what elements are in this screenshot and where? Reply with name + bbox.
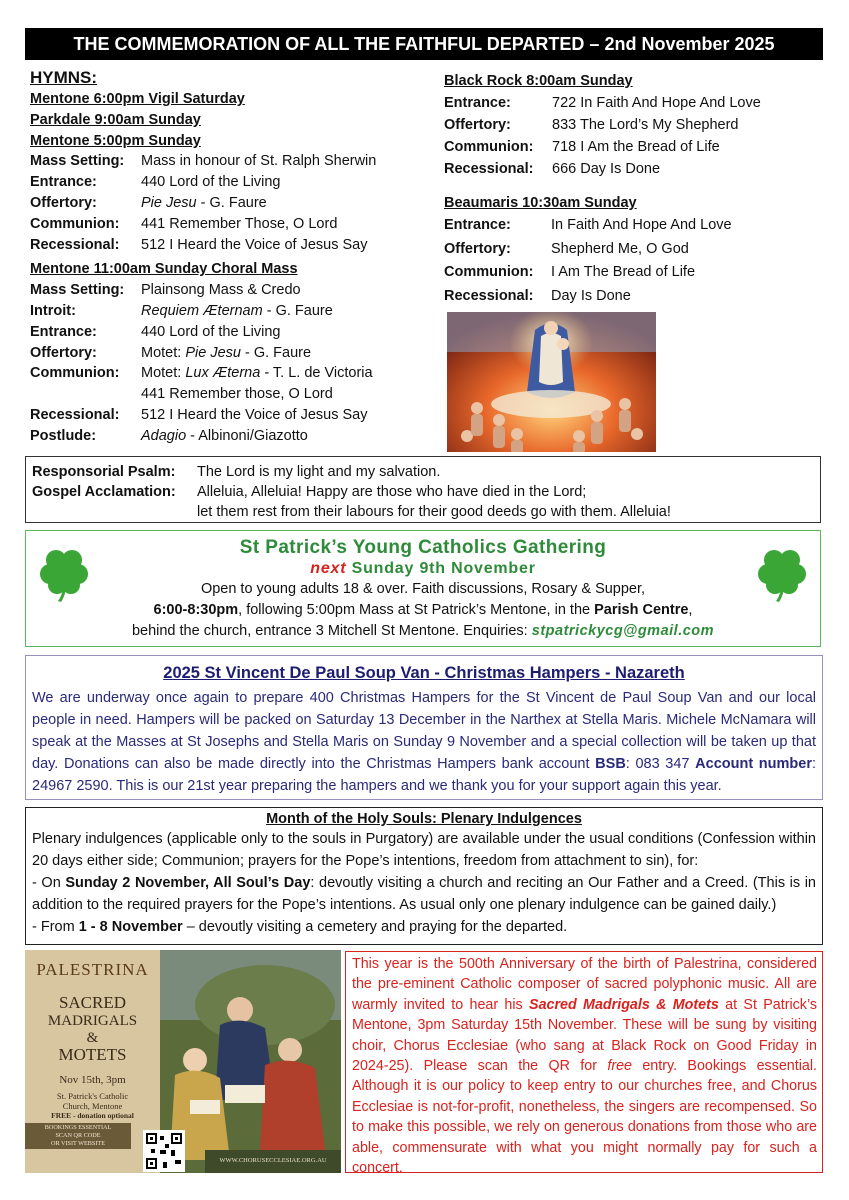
hymn-row	[30, 280, 430, 301]
hymn-row	[30, 384, 430, 405]
hymn-text: In Faith And Hope And Love	[551, 217, 732, 233]
hymn-label: Introit:	[30, 302, 76, 319]
hymn-row	[444, 136, 824, 158]
hymn-title: Pie Jesu	[185, 344, 241, 361]
mass-heading: Mentone 6:00pm Vigil Saturday	[30, 91, 245, 107]
hymn-text: Shepherd Me, O God	[551, 240, 689, 257]
hymn-row	[444, 261, 824, 285]
hymn-value	[141, 384, 333, 405]
hymn-label: Offertory:	[444, 117, 511, 133]
shamrock-icon	[752, 543, 812, 603]
hymn-text: 833 The Lord’s My Shepherd	[552, 117, 739, 133]
poster-line: MOTETS	[58, 1045, 127, 1064]
indulgences-intro: Plenary indulgences (applicable only to the souls in Purgatory) are available under the usual conditions (Confession within 20 days either side; Communion; prayers for the Pope’s intentions, freedom from attachment to sin), for:	[32, 831, 816, 869]
hymn-row	[30, 193, 430, 214]
hymn-row	[30, 322, 430, 343]
psalm-text: The Lord is my light and my salvation.	[197, 464, 441, 480]
young-catholics-box	[25, 530, 821, 647]
hymn-title: Requiem Æternam	[141, 302, 263, 319]
hymn-label: Recessional:	[30, 236, 120, 253]
hymn-label: Mass Setting:	[30, 153, 125, 170]
hymn-label: Offertory:	[30, 344, 97, 361]
soup-van-title: 2025 St Vincent De Paul Soup Van - Christmas Hampers - Nazareth	[163, 664, 685, 682]
hymn-text: 441 Remember Those, O Lord	[141, 215, 338, 232]
hymn-row	[444, 238, 824, 262]
hymn-text: - G. Faure	[240, 344, 312, 361]
psalm-label: Responsorial Psalm:	[32, 464, 176, 480]
hymn-label: Communion:	[444, 139, 534, 155]
indulgences-title: Month of the Holy Souls: Plenary Indulgences	[266, 811, 582, 827]
hymn-row	[30, 214, 430, 235]
hymn-value	[141, 322, 280, 343]
hymn-row	[30, 426, 430, 447]
palestrina-free: free	[607, 1058, 632, 1075]
hymn-label: Communion:	[30, 215, 120, 232]
palestrina-text: entry. Bookings essential. Although it is our policy to keep entry to our churches free, and Chorus Ecclesiae is not-for-profit, nonetheless, the singers are recompensed. So to make this possible, we rely on generous donations from those who are able, commensurate with what you might normally pay for such a concert.	[352, 1058, 818, 1177]
hymn-text: 512 I Heard the Voice of Jesus Say	[141, 406, 368, 423]
hymn-value	[141, 301, 333, 322]
hymn-value	[141, 214, 337, 235]
hymn-value	[141, 151, 376, 172]
bsb-label: BSB	[595, 756, 626, 772]
poster-booking	[25, 1123, 131, 1149]
hymn-label	[30, 384, 141, 405]
hymn-label: Communion:	[30, 365, 120, 382]
account-label: Account number	[695, 756, 812, 772]
shamrock-icon	[34, 543, 94, 603]
indulgences-body	[32, 828, 816, 938]
hymn-row	[444, 114, 824, 136]
hymn-title: Lux Æterna	[185, 365, 261, 382]
hymn-text: 441 Remember those, O Lord	[141, 386, 333, 403]
ycg-next: next	[310, 560, 347, 577]
palestrina-notice	[345, 951, 823, 1177]
ycg-title: St Patrick’s Young Catholics Gathering	[239, 537, 607, 558]
hymn-title: Adagio	[141, 427, 187, 444]
hymn-text: 440 Lord of the Living	[141, 323, 281, 340]
hymn-row	[30, 405, 430, 426]
hymns-left-column	[30, 67, 430, 447]
gospel-label: Gospel Acclamation:	[32, 484, 176, 500]
indulgences-box	[25, 807, 823, 945]
hymn-row	[444, 92, 824, 114]
hymn-text: Mass in honour of St. Ralph Sherwin	[141, 153, 377, 170]
hymn-text: Day Is Done	[551, 287, 631, 304]
item-prefix: - From	[32, 919, 79, 935]
hymn-value	[141, 235, 368, 256]
hymn-prefix: Motet:	[141, 365, 186, 382]
hymn-row	[30, 301, 430, 322]
hymn-list-blackrock	[444, 92, 824, 180]
hymn-value	[552, 158, 660, 180]
poster-title: PALESTRINA	[36, 960, 149, 979]
ycg-date-text: Sunday 9th November	[346, 560, 536, 577]
hymn-list-beaumaris	[444, 214, 824, 308]
hymn-label: Entrance:	[30, 174, 97, 191]
hymn-text: - G. Faure	[262, 302, 333, 319]
item-date: Sunday 2 November, All Soul’s Day	[65, 875, 311, 891]
mass-heading: Mentone 11:00am Sunday Choral Mass	[30, 261, 298, 278]
poster-venue: St. Patrick's Catholic	[56, 1091, 129, 1101]
ycg-line: Open to young adults 18 & over. Faith discussions, Rosary & Supper,	[200, 581, 646, 597]
soup-van-text: We are underway once again to prepare 400 Christmas Hampers for the St Vincent de Paul Soup Van and our local people in need. Hampers will be packed on Saturday 13 December in the Narthex at Stella Maris. Michele McNamara will speak at the Masses at St Josephs and Stella Maris on Sunday 9 November and a special collection will be taken up that day. Donations can also be made directly into the Christmas Hampers bank account	[32, 690, 816, 772]
poster-line: SACRED	[58, 993, 127, 1012]
hymn-row	[30, 172, 430, 193]
ycg-line	[26, 621, 820, 642]
hymn-text: - G. Faure	[196, 194, 267, 211]
hymn-label: Offertory:	[444, 240, 511, 257]
bsb-value: : 083 347	[625, 756, 696, 772]
hymn-row	[30, 343, 430, 364]
hymn-value	[552, 92, 761, 114]
item-text: – devoutly visiting a cemetery and praying for the departed.	[182, 919, 568, 935]
hymn-value	[551, 285, 631, 309]
hymn-value	[141, 280, 301, 301]
item-date: 1 - 8 November	[78, 919, 183, 935]
poster-venue: Church, Mentone	[62, 1101, 123, 1111]
hymn-label: Entrance:	[444, 217, 511, 233]
hymn-text: 722 In Faith And Hope And Love	[552, 95, 761, 111]
indulgence-item	[32, 916, 816, 938]
account-value: : 24967 2590. This is our 21st year preparing the hampers and we thank you for your support again this year.	[32, 756, 817, 794]
soup-van-body	[32, 687, 816, 797]
mass-heading: Parkdale 9:00am Sunday	[30, 111, 201, 128]
gospel-line: let them rest from their labours for their good deeds go with them. Alleluia!	[197, 504, 671, 520]
hymn-text: I Am The Bread of Life	[551, 264, 696, 280]
hymn-title: Pie Jesu	[141, 194, 197, 211]
hymn-text: - T. L. de Victoria	[260, 365, 373, 382]
hymn-value	[141, 343, 311, 364]
hymn-label: Entrance:	[30, 323, 97, 340]
poster-booking-line: OR VISIT WEBSITE	[51, 1140, 105, 1147]
page-title: THE COMMEMORATION OF ALL THE FAITHFUL DEPARTED – 2nd November 2025	[25, 28, 823, 60]
poster-website: WWW.CHORUSECCLESIAE.ORG.AU	[219, 1157, 327, 1164]
poster-booking-line: SCAN QR CODE	[55, 1132, 101, 1139]
hymn-label: Recessional:	[444, 287, 534, 304]
hymn-value	[141, 172, 280, 193]
hymn-row	[444, 158, 824, 180]
hymns-heading: HYMNS:	[30, 68, 98, 87]
hymn-value	[141, 193, 267, 214]
ycg-time: 6:00-8:30pm	[153, 602, 239, 618]
gospel-line: Alleluia, Alleluia! Happy are those who have died in the Lord;	[197, 484, 587, 500]
ycg-text: , following 5:00pm Mass at St Patrick’s Mentone, in the	[238, 602, 595, 618]
poster-free: FREE - donation optional	[51, 1111, 134, 1120]
poster-date: Nov 15th, 3pm	[59, 1074, 126, 1086]
hymn-value	[141, 426, 308, 447]
hymn-text: - Albinoni/Giazotto	[186, 427, 308, 444]
hymn-row	[30, 235, 430, 256]
item-text: : devoutly visiting a church and reciting an Our Father and a Creed. (This is in addition to the required prayers for the Pope’s intentions. As usual only one plenary indulgence can be gained daily.)	[32, 875, 816, 913]
ycg-date	[26, 560, 820, 578]
palestrina-text: at St Patrick’s Mentone, 3pm Saturday 15th November. These will be sung by visiting choir, Chorus Ecclesiae (who sang at Black Rock on Good Friday in 2024-25). Please scan the QR for	[352, 996, 818, 1075]
palestrina-concert-title: Sacred Madrigals & Motets	[529, 996, 719, 1013]
hymns-right-column	[444, 70, 824, 308]
hymn-value	[141, 405, 368, 426]
item-prefix: - On	[32, 875, 66, 891]
ycg-line	[26, 600, 820, 621]
hymn-label: Offertory:	[30, 194, 97, 211]
hymn-label: Postlude:	[30, 427, 97, 444]
palestrina-poster	[25, 950, 341, 1173]
ycg-text: behind the church, entrance 3 Mitchell St Mentone. Enquiries:	[131, 623, 532, 639]
hymn-row	[444, 285, 824, 309]
hymn-text: 666 Day Is Done	[552, 161, 661, 177]
palestrina-text: This year is the 500th Anniversary of the birth of Palestrina, considered the pre-eminent Catholic composer of sacred polyphonic music. All are warmly invited to hear his	[352, 956, 817, 1013]
hymn-text: 718 I Am the Bread of Life	[552, 139, 720, 155]
hymn-row	[30, 363, 430, 384]
mass-heading: Beaumaris 10:30am Sunday	[444, 195, 637, 211]
hymn-row	[444, 214, 824, 238]
poster-booking-line: BOOKINGS ESSENTIAL	[44, 1124, 112, 1131]
hymn-text: 512 I Heard the Voice of Jesus Say	[141, 236, 368, 253]
ycg-body	[26, 579, 820, 642]
hymn-row	[30, 151, 430, 172]
mass-heading: Mentone 5:00pm Sunday	[30, 132, 201, 149]
holy-souls-painting	[447, 312, 656, 452]
hymn-label: Communion:	[444, 264, 534, 280]
ycg-text: ,	[688, 602, 693, 618]
indulgence-item	[32, 872, 816, 916]
poster-line: &	[86, 1030, 99, 1046]
hymn-value	[552, 136, 720, 158]
soup-van-box	[25, 655, 823, 800]
ycg-venue: Parish Centre	[594, 602, 689, 618]
hymn-text: Plainsong Mass & Credo	[141, 282, 301, 299]
hymn-value	[551, 214, 732, 238]
mass-heading: Black Rock 8:00am Sunday	[444, 73, 633, 89]
hymn-list-mentone	[30, 151, 430, 255]
hymn-value	[552, 114, 738, 136]
hymn-label: Mass Setting:	[30, 282, 125, 299]
hymn-label: Entrance:	[444, 95, 511, 111]
ycg-email-link[interactable]: stpatrickycg@gmail.com	[531, 623, 715, 639]
hymn-text: 440 Lord of the Living	[141, 174, 281, 191]
psalm-box	[25, 456, 821, 523]
hymn-value	[141, 363, 373, 384]
poster-line: MADRIGALS	[47, 1013, 138, 1029]
hymn-value	[551, 261, 695, 285]
hymn-list-choral	[30, 280, 430, 446]
hymn-label: Recessional:	[30, 406, 120, 423]
hymn-value	[551, 238, 689, 262]
hymn-prefix: Motet:	[141, 344, 186, 361]
hymn-label: Recessional:	[444, 161, 534, 177]
